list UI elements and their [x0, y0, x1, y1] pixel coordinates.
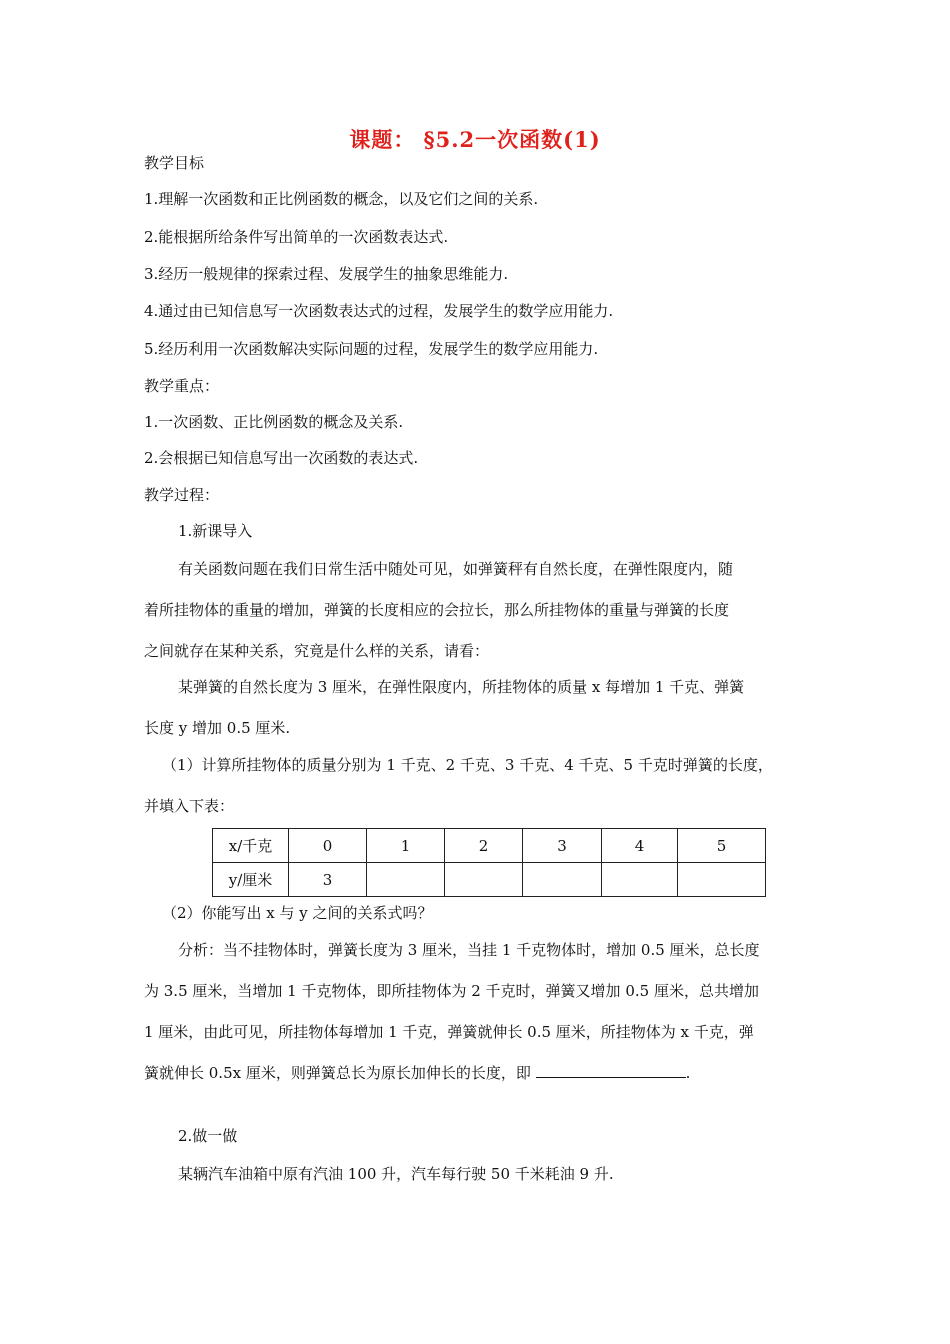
intro-paragraph-line: 有关函数问题在我们日常生活中随处可见，如弹簧秤有自然长度，在弹性限度内，随 [178, 560, 734, 578]
table-cell: 3 [523, 829, 602, 863]
answer-blank[interactable] [536, 1063, 686, 1078]
table-row [213, 863, 766, 897]
analysis-line: 分析：当不挂物体时，弹簧长度为 3 厘米，当挂 1 千克物体时，增加 0.5 厘米，总长度 [178, 941, 760, 959]
table-cell: 5 [678, 829, 766, 863]
keypoint-item: 1.一次函数、正比例函数的概念及关系. [144, 413, 404, 431]
analysis-line: 簧就伸长 0.5x 厘米，则弹簧总长为原长加伸长的长度，即 [144, 1064, 531, 1082]
objectives-heading: 教学目标 [144, 154, 205, 172]
analysis-line: 为 3.5 厘米，当增加 1 千克物体，即所挂物体为 2 千克时，弹簧又增加 0.5 厘米，总共增加 [144, 982, 759, 1000]
intro-paragraph-line: 之间就存在某种关系，究竟是什么样的关系，请看： [144, 642, 490, 660]
question1-line: （1）计算所挂物体的质量分别为 1 千克、2 千克、3 千克、4 千克、5 千克时弹簧的长度， [162, 756, 773, 774]
objective-item: 4.通过由已知信息写一次函数表达式的过程，发展学生的数学应用能力. [144, 302, 614, 320]
period: . [685, 1064, 691, 1082]
table-cell: 4 [602, 829, 678, 863]
objective-item: 1.理解一次函数和正比例函数的概念，以及它们之间的关系. [144, 190, 539, 208]
table-cell: y/厘米 [213, 863, 289, 897]
section1-heading: 1.新课导入 [178, 522, 253, 540]
table-cell: 3 [289, 863, 367, 897]
keypoint-item: 2.会根据已知信息写出一次函数的表达式. [144, 449, 419, 467]
intro-paragraph-line: 着所挂物体的重量的增加，弹簧的长度相应的会拉长，那么所挂物体的重量与弹簧的长度 [144, 601, 730, 619]
problem-paragraph-line: 某弹簧的自然长度为 3 厘米，在弹性限度内，所挂物体的质量 x 每增加 1 千克、弹簧 [178, 678, 745, 696]
table-cell [602, 863, 678, 897]
table-cell: 0 [289, 829, 367, 863]
objective-item: 5.经历利用一次函数解决实际问题的过程，发展学生的数学应用能力. [144, 340, 599, 358]
question1-line: 并填入下表： [144, 797, 235, 815]
page-title: 课题： §5.2一次函数(1) [349, 127, 601, 152]
table-cell: x/千克 [213, 829, 289, 863]
section2-heading: 2.做一做 [178, 1127, 238, 1145]
process-heading: 教学过程： [144, 486, 220, 504]
analysis-last-line [144, 1062, 690, 1083]
table-cell [367, 863, 445, 897]
section2-text: 某辆汽车油箱中原有汽油 100 升，汽车每行驶 50 千米耗油 9 升. [178, 1165, 614, 1183]
table-cell: 2 [445, 829, 523, 863]
table-cell [678, 863, 766, 897]
fill-in-table [212, 828, 766, 897]
table-cell [523, 863, 602, 897]
objective-item: 2.能根据所给条件写出简单的一次函数表达式. [144, 228, 449, 246]
keypoints-heading: 教学重点： [144, 377, 220, 395]
table-cell: 1 [367, 829, 445, 863]
table-cell [445, 863, 523, 897]
objective-item: 3.经历一般规律的探索过程、发展学生的抽象思维能力. [144, 265, 509, 283]
problem-paragraph-line: 长度 y 增加 0.5 厘米. [144, 719, 291, 737]
question2: （2）你能写出 x 与 y 之间的关系式吗？ [162, 904, 433, 922]
analysis-line: 1 厘米，由此可见，所挂物体每增加 1 千克，弹簧就伸长 0.5 厘米，所挂物体为 x 千克，弹 [144, 1023, 754, 1041]
table-row [213, 829, 766, 863]
